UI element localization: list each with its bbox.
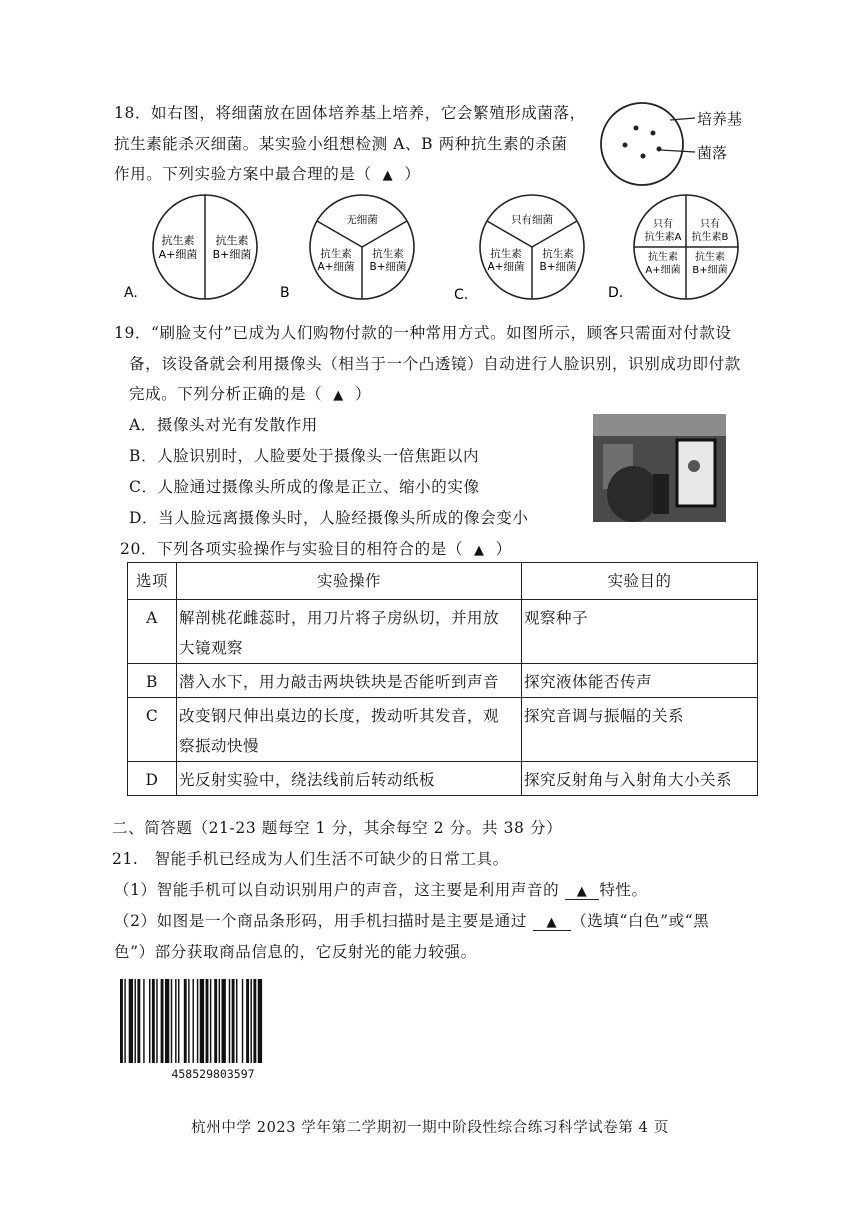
svg-text:抗生素: 抗生素 — [372, 248, 404, 260]
q19-option-a: A．摄像头对光有发散作用 — [129, 416, 318, 434]
q19-option-c: C．人脸通过摄像头所成的像是正立、缩小的实像 — [129, 478, 480, 496]
table-row: B 潜入水下，用力敲击两块铁块是否能听到声音 探究液体能否传声 — [128, 664, 758, 698]
q21-part2: （2）如图是一个商品条形码，用手机扫描时是主要是通过 ▲ （选填“白色”或“黑 — [114, 912, 710, 930]
option-a — [124, 195, 257, 301]
answer-blank-triangle: ▲ — [546, 915, 558, 930]
barcode-bar — [178, 979, 179, 1063]
barcode-bar — [135, 979, 136, 1063]
barcode-bar — [200, 979, 204, 1063]
table-row: A 解剖桃花雌蕊时，用刀片将子房纵切，并用放 大镜观察 观察种子 — [128, 600, 758, 664]
label-colony: 菌落 — [697, 144, 728, 162]
answer-blank-triangle: ▲ — [474, 543, 485, 558]
barcode-bar — [246, 979, 249, 1063]
table-row: D 光反射实验中，绕法线前后转动纸板 探究反射角与入射角大小关系 — [128, 762, 758, 796]
q19-option-d: D．当人脸远离摄像头时，人脸经摄像头所成的像会变小 — [129, 509, 529, 527]
q19-option-b: B．人脸识别时，人脸要处于摄像头一倍焦距以内 — [129, 447, 480, 465]
barcode-bar — [193, 979, 194, 1063]
q21-part1: （1）智能手机可以自动识别用户的声音，这主要是利用声音的 ▲ 特性。 — [114, 881, 648, 899]
svg-text:无细菌: 无细菌 — [346, 214, 378, 226]
answer-blank-triangle: ▲ — [382, 168, 394, 183]
barcode-bar — [184, 979, 187, 1063]
svg-text:B+细菌: B+细菌 — [539, 261, 577, 273]
barcode-bar — [251, 979, 252, 1063]
barcode-bar — [242, 979, 243, 1063]
svg-text:A+细菌: A+细菌 — [645, 265, 681, 276]
barcode-bar — [232, 979, 235, 1063]
barcode-bar — [236, 979, 237, 1063]
option-a-letter: A. — [124, 285, 138, 301]
svg-text:只有: 只有 — [700, 219, 720, 230]
barcode-bar — [129, 979, 133, 1063]
header-option: 选项 — [128, 563, 177, 600]
q18-line1: 18．如右图，将细菌放在固体培养基上培养，它会繁殖形成菌落， — [114, 104, 586, 122]
culture-dish-figure — [600, 100, 790, 195]
barcode-bar — [188, 979, 189, 1063]
header-goal: 实验目的 — [522, 563, 758, 600]
svg-text:B+细菌: B+细菌 — [212, 248, 252, 261]
label-medium: 培养基 — [697, 110, 743, 128]
barcode-bar — [152, 979, 155, 1063]
colony-dot — [634, 126, 639, 131]
colony-dot — [657, 147, 662, 152]
section-heading: 二、简答题（21-23 题每空 1 分，其余每空 2 分。共 38 分） — [112, 819, 563, 837]
face-payment-photo — [593, 414, 726, 522]
option-b-letter: B — [280, 285, 290, 301]
barcode-bar — [175, 979, 176, 1063]
barcode-bar — [143, 979, 144, 1063]
barcode-bar — [171, 979, 172, 1063]
svg-text:抗生素: 抗生素 — [542, 248, 574, 260]
barcode-bar — [156, 979, 157, 1063]
q18-options-figure — [120, 193, 770, 306]
q18-line2: 抗生素能杀灭细菌。某实验小组想检测 A、B 两种抗生素的杀菌 — [114, 135, 568, 153]
barcode-bar — [229, 979, 230, 1063]
table-row: C 改变钢尺伸出桌边的长度，拨动听其发音，观 察振动快慢 探究音调与振幅的关系 — [128, 698, 758, 762]
svg-text:B+细菌: B+细菌 — [692, 265, 728, 276]
barcode-bar — [206, 979, 209, 1063]
barcode-bar — [124, 979, 125, 1063]
svg-text:抗生素: 抗生素 — [695, 252, 725, 263]
svg-text:B+细菌: B+细菌 — [369, 261, 407, 273]
page-footer: 杭州中学 2023 学年第二学期初一期中阶段性综合练习科学试卷第 4 页 — [191, 1120, 669, 1136]
option-c — [454, 195, 584, 303]
option-d-letter: D. — [608, 285, 624, 301]
barcode-bar — [253, 979, 256, 1063]
svg-text:只有: 只有 — [653, 219, 673, 230]
barcode-bar — [219, 979, 220, 1063]
q20-stem: 20．下列各项实验操作与实验目的相符合的是（ ▲ ） — [120, 540, 512, 558]
q21-part2-cont: 色”）部分获取商品信息的，它反射光的能力较强。 — [114, 943, 477, 961]
q19-line3: 完成。下列分析正确的是（ ▲ ） — [129, 385, 372, 403]
table-header-row — [128, 563, 758, 600]
svg-text:抗生素: 抗生素 — [161, 234, 195, 247]
svg-text:A+细菌: A+细菌 — [317, 261, 355, 273]
barcode-number: 458529803597 — [171, 1067, 255, 1081]
q19-line2: 备，该设备就会利用摄像头（相当于一个凸透镜）自动进行人脸识别，识别成功即付款 — [129, 355, 741, 373]
option-d — [608, 195, 738, 301]
experiment-table — [127, 562, 758, 796]
barcode-bar — [137, 979, 140, 1063]
barcode-bar — [197, 979, 198, 1063]
barcode-bar — [120, 979, 123, 1063]
svg-text:抗生素: 抗生素 — [320, 248, 352, 260]
barcode-bar — [149, 979, 150, 1063]
colony-dot — [651, 131, 656, 136]
answer-blank-triangle: ▲ — [333, 388, 344, 403]
header-operation: 实验操作 — [177, 563, 522, 600]
barcode-bar — [258, 979, 262, 1063]
svg-text:抗生素A: 抗生素A — [644, 232, 682, 243]
q21-stem: 21. 智能手机已经成为人们生活不可缺少的日常工具。 — [112, 850, 509, 868]
colony-dot — [623, 143, 628, 148]
option-c-letter: C. — [454, 287, 469, 303]
barcode-bar — [222, 979, 226, 1063]
colony-dot — [641, 154, 646, 159]
svg-text:抗生素: 抗生素 — [648, 252, 678, 263]
svg-text:抗生素: 抗生素 — [490, 248, 522, 260]
option-b — [280, 195, 414, 301]
q18-line3: 作用。下列实验方案中最合理的是（ ▲ ） — [114, 165, 421, 183]
barcode-bar — [161, 979, 164, 1063]
svg-text:只有细菌: 只有细菌 — [511, 214, 553, 226]
svg-text:A+细菌: A+细菌 — [158, 248, 198, 261]
svg-text:A+细菌: A+细菌 — [487, 261, 525, 273]
barcode-bar — [165, 979, 169, 1063]
svg-text:抗生素B: 抗生素B — [691, 232, 729, 243]
barcode-bar — [214, 979, 217, 1063]
q19-line1: 19．“刷脸支付”已成为人们购物付款的一种常用方式。如图所示，顾客只需面对付款设 — [114, 324, 732, 342]
barcode-image — [118, 975, 308, 1085]
svg-text:抗生素: 抗生素 — [215, 234, 249, 247]
answer-blank-triangle: ▲ — [576, 884, 588, 899]
barcode-bar — [210, 979, 211, 1063]
